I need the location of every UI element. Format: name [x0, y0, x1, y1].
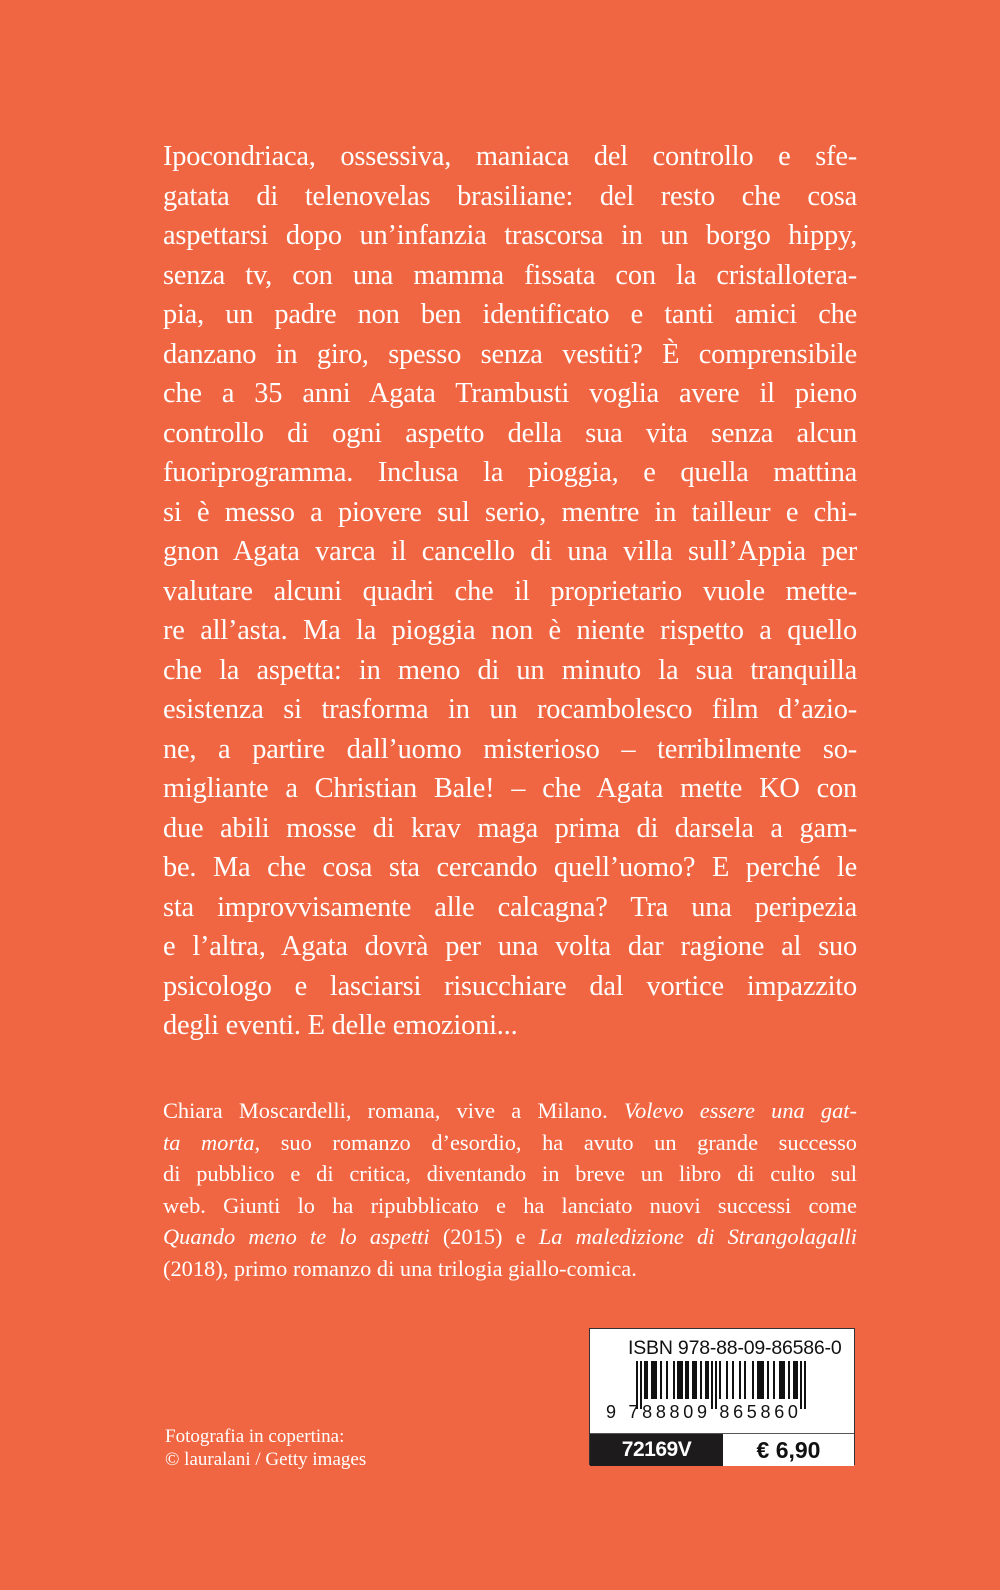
barcode-label [589, 1328, 855, 1465]
blurb-line: si è messo a piovere sul serio, mentre in tailleur e chi- [163, 496, 857, 528]
barcode-digits: 9 788809 865860 [606, 1402, 802, 1422]
book-title-italic: Volevo essere una gat- [623, 1098, 857, 1123]
product-code: 72169V [590, 1434, 723, 1466]
blurb-line: migliante a Christian Bale! – che Agata mette KO con [163, 773, 857, 804]
blurb-line: due abili mosse di krav maga prima di darsela a gam- [163, 812, 857, 844]
blurb-line: psicologo e lasciarsi risucchiare dal vortice impazzito [163, 970, 857, 1002]
blurb-line: che a 35 anni Agata Trambusti voglia avere il pieno [163, 378, 857, 409]
photo-credit-source: © lauralani / Getty images [165, 1449, 367, 1470]
blurb-line: fuoriprogramma. Inclusa la pioggia, e quella mattina [163, 457, 857, 488]
blurb-line: re all’asta. Ma la pioggia non è niente rispetto a quello [163, 615, 857, 646]
blurb-line: danzano in giro, spesso senza vestiti? È comprensibile [163, 338, 857, 370]
blurb-line: che la aspetta: in meno di un minuto la sua tranquilla [163, 654, 857, 686]
blurb-line: be. Ma che cosa sta cercando quell’uomo? E perché le [163, 852, 857, 883]
blurb-line: e l’altra, Agata dovrà per una volta dar ragione al suo [163, 931, 857, 962]
blurb-line: senza tv, con una mamma fissata con la cristallotera- [163, 259, 857, 291]
bio-line [163, 1221, 857, 1253]
isbn-text: ISBN 978-88-09-86586-0 [628, 1337, 842, 1359]
book-title-italic: ta morta [163, 1129, 255, 1155]
author-bio [163, 1095, 857, 1285]
blurb-line: gatata di telenovelas brasiliane: del resto che cosa [163, 180, 857, 212]
bio-line: web. Giunti lo ha ripubblicato e ha lanciato nuovi successi come [163, 1192, 857, 1218]
blurb-line: valutare alcuni quadri che il proprietario vuole mette- [163, 575, 857, 607]
blurb-line: aspettarsi dopo un’infanzia trascorsa in un borgo hippy, [163, 220, 857, 251]
blurb-line: Ipocondriaca, ossessiva, maniaca del controllo e sfe- [163, 141, 857, 172]
blurb-line: sta improvvisamente alle calcagna? Tra una peripezia [163, 891, 857, 923]
blurb-line: degli eventi. E delle emozioni... [163, 1010, 518, 1041]
blurb-line: esistenza si trasforma in un rocambolesco film d’azio- [163, 694, 857, 725]
book-blurb [163, 137, 857, 1046]
photo-credit [165, 1425, 366, 1471]
blurb-line: gnon Agata varca il cancello di una villa sull’Appia per [163, 536, 857, 567]
blurb-line: pia, un padre non ben identificato e tanti amici che [163, 299, 857, 330]
bio-line: (2018), primo romanzo di una trilogia giallo-comica. [163, 1255, 637, 1281]
bio-text: (2015) e [429, 1224, 539, 1250]
bio-line [163, 1095, 857, 1127]
blurb-line: controllo di ogni aspetto della sua vita senza alcun [163, 417, 857, 449]
blurb-line: ne, a partire dall’uomo misterioso – terribilmente so- [163, 733, 857, 765]
photo-credit-label: Fotografia in copertina: [165, 1426, 345, 1447]
bio-text: Chiara Moscardelli, romana, vive a Milano. [163, 1098, 624, 1123]
book-title-italic: La maledizione di Strangolagalli [538, 1224, 857, 1250]
bio-line: di pubblico e di critica, diventando in breve un libro di culto sul [163, 1161, 857, 1187]
bio-line [163, 1127, 857, 1159]
price: € 6,90 [723, 1434, 854, 1466]
book-title-italic: Quando meno te lo aspetti [163, 1224, 430, 1250]
bio-text: , suo romanzo d’esordio, ha avuto un grande successo [254, 1129, 858, 1155]
price-row [590, 1433, 854, 1466]
